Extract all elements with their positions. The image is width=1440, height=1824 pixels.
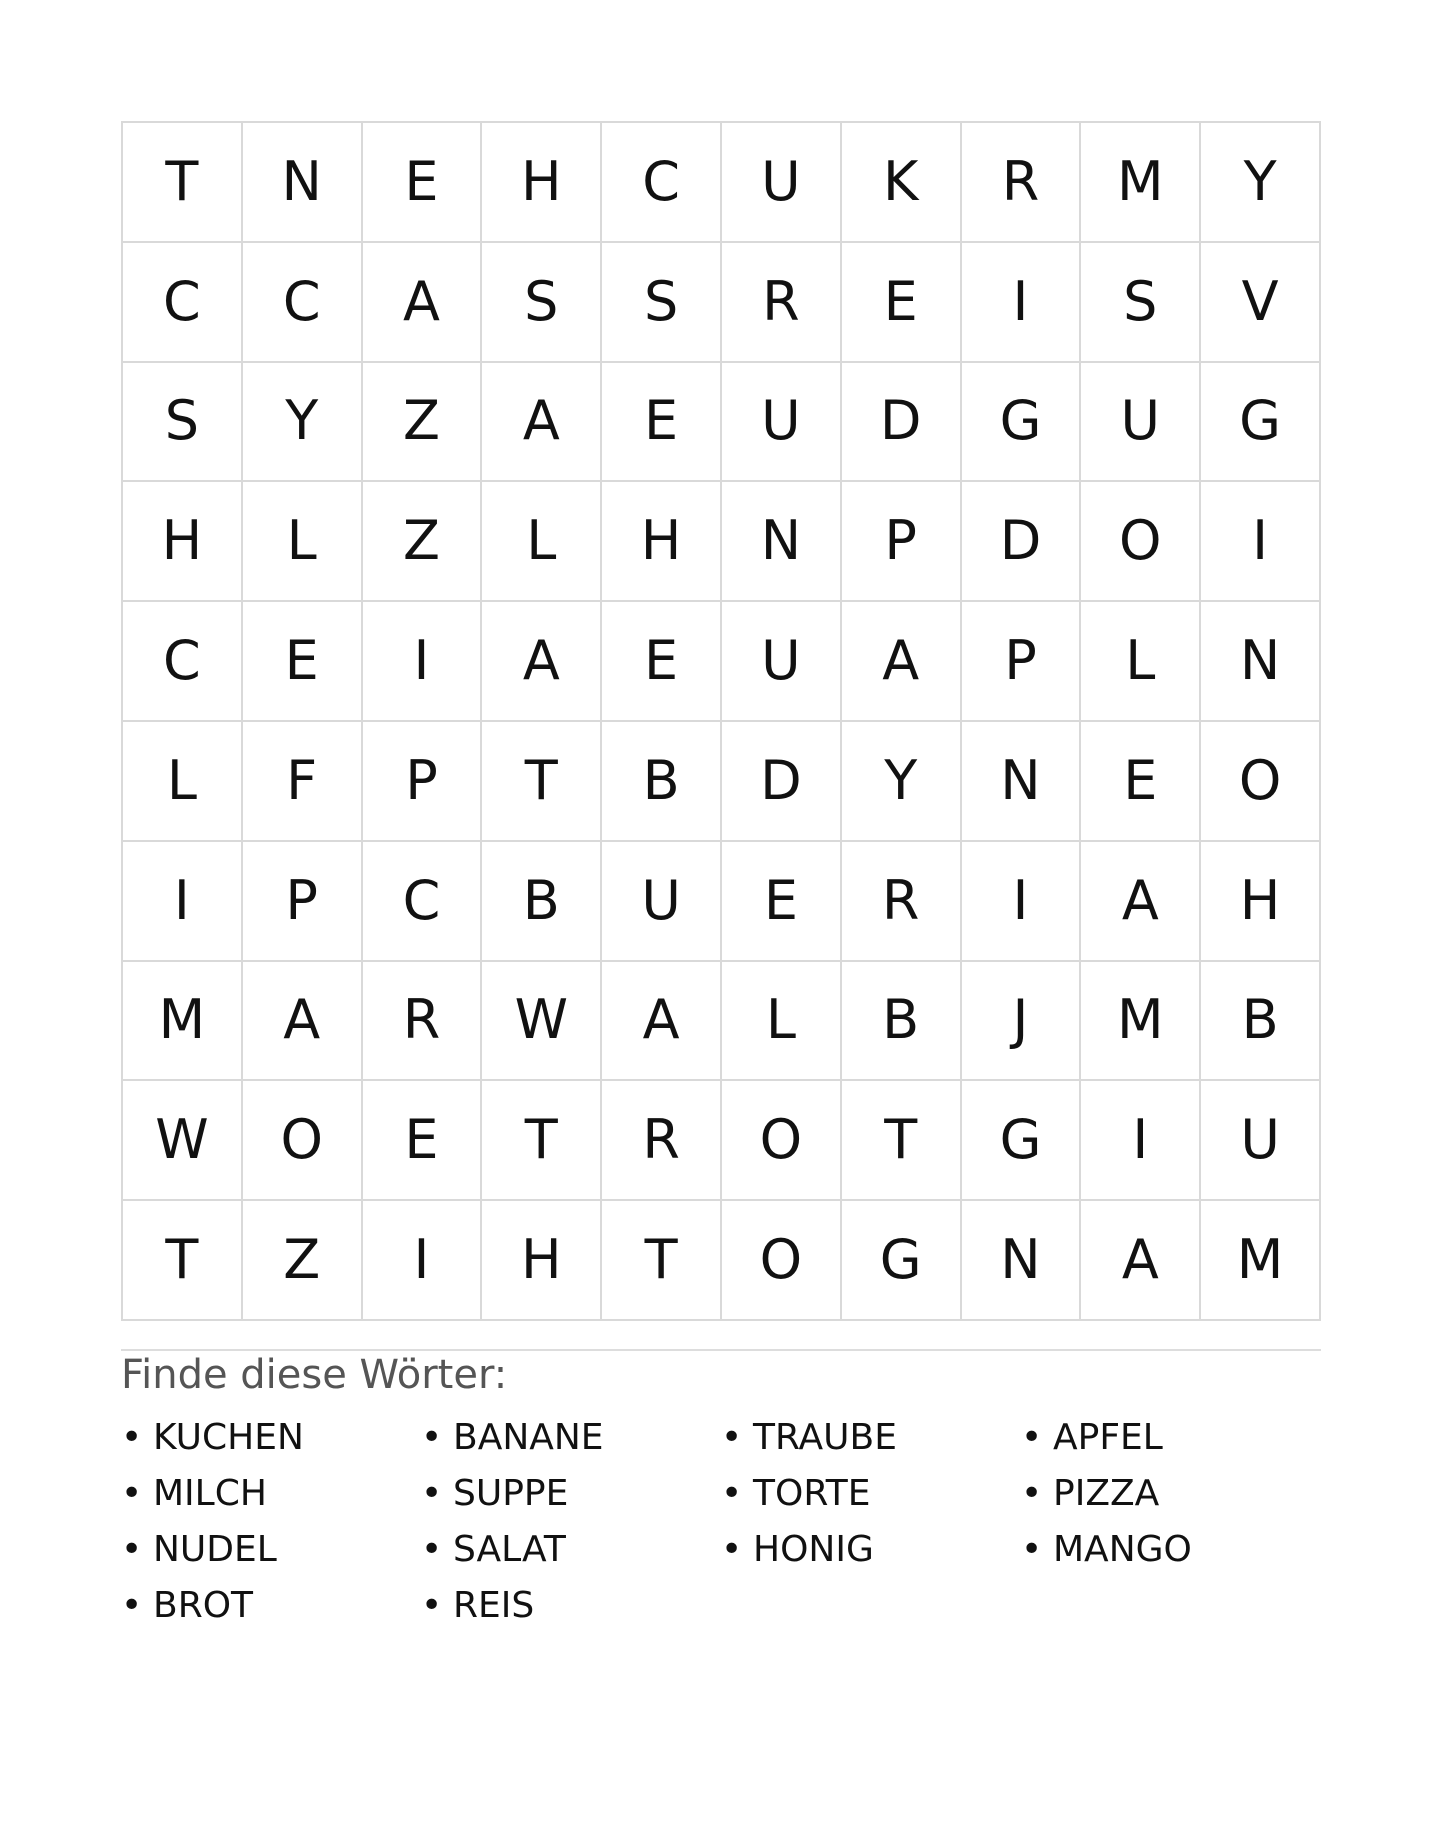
grid-cell[interactable]: A bbox=[482, 363, 602, 483]
grid-cell[interactable]: U bbox=[602, 842, 722, 962]
grid-cell[interactable]: R bbox=[722, 243, 842, 363]
grid-cell[interactable]: G bbox=[1201, 363, 1321, 483]
grid-cell[interactable]: D bbox=[722, 722, 842, 842]
bullet-icon: • bbox=[721, 1529, 743, 1570]
grid-cell[interactable]: W bbox=[123, 1081, 243, 1201]
grid-cell[interactable]: H bbox=[602, 482, 722, 602]
grid-cell[interactable]: G bbox=[962, 363, 1082, 483]
grid-cell[interactable]: C bbox=[363, 842, 483, 962]
bullet-icon: • bbox=[421, 1529, 443, 1570]
grid-cell[interactable]: U bbox=[722, 363, 842, 483]
grid-cell[interactable]: B bbox=[1201, 962, 1321, 1082]
grid-cell[interactable]: U bbox=[722, 123, 842, 243]
word-label: REIS bbox=[453, 1585, 535, 1626]
word-label: PIZZA bbox=[1053, 1473, 1160, 1514]
grid-cell[interactable]: O bbox=[1081, 482, 1201, 602]
grid-cell[interactable]: A bbox=[1081, 1201, 1201, 1321]
bullet-icon: • bbox=[421, 1585, 443, 1626]
grid-cell[interactable]: H bbox=[123, 482, 243, 602]
word-label: APFEL bbox=[1053, 1417, 1163, 1458]
word-list-item bbox=[721, 1522, 1021, 1578]
word-label: MILCH bbox=[153, 1473, 267, 1514]
bullet-icon: • bbox=[121, 1585, 143, 1626]
grid-cell[interactable]: S bbox=[602, 243, 722, 363]
grid-cell[interactable]: U bbox=[1081, 363, 1201, 483]
grid-cell[interactable]: L bbox=[1081, 602, 1201, 722]
grid-cell[interactable]: Z bbox=[363, 363, 483, 483]
grid-cell[interactable]: R bbox=[962, 123, 1082, 243]
grid-cell[interactable]: M bbox=[1081, 123, 1201, 243]
word-list-item bbox=[1021, 1522, 1321, 1578]
grid-cell[interactable]: U bbox=[722, 602, 842, 722]
grid-cell[interactable]: F bbox=[243, 722, 363, 842]
word-list-item bbox=[121, 1410, 421, 1466]
word-list-item bbox=[421, 1522, 721, 1578]
grid-cell[interactable]: R bbox=[842, 842, 962, 962]
grid-cell[interactable]: W bbox=[482, 962, 602, 1082]
grid-cell[interactable]: D bbox=[842, 363, 962, 483]
grid-cell[interactable]: E bbox=[363, 123, 483, 243]
word-list bbox=[121, 1410, 1321, 1634]
grid-cell[interactable]: I bbox=[363, 602, 483, 722]
grid-cell[interactable]: S bbox=[1081, 243, 1201, 363]
word-list-item bbox=[721, 1466, 1021, 1522]
bullet-icon: • bbox=[1021, 1529, 1043, 1570]
bullet-icon: • bbox=[121, 1417, 143, 1458]
grid-cell[interactable]: N bbox=[962, 722, 1082, 842]
word-search-grid bbox=[121, 121, 1321, 1321]
grid-cell[interactable]: P bbox=[243, 842, 363, 962]
grid-cell[interactable]: E bbox=[602, 602, 722, 722]
bullet-icon: • bbox=[121, 1473, 143, 1514]
word-label: SUPPE bbox=[453, 1473, 569, 1514]
grid-cell[interactable]: S bbox=[482, 243, 602, 363]
grid-cell[interactable]: T bbox=[482, 722, 602, 842]
grid-cell[interactable]: O bbox=[1201, 722, 1321, 842]
grid-cell[interactable]: A bbox=[602, 962, 722, 1082]
grid-cell[interactable]: C bbox=[123, 602, 243, 722]
grid-cell[interactable]: L bbox=[243, 482, 363, 602]
grid-cell[interactable]: Y bbox=[1201, 123, 1321, 243]
word-list-item bbox=[1021, 1410, 1321, 1466]
grid-cell[interactable]: C bbox=[123, 243, 243, 363]
grid-cell[interactable]: R bbox=[363, 962, 483, 1082]
words-heading: Finde diese Wörter: bbox=[121, 1352, 508, 1398]
grid-cell[interactable]: B bbox=[482, 842, 602, 962]
bullet-icon: • bbox=[421, 1417, 443, 1458]
grid-cell[interactable]: N bbox=[243, 123, 363, 243]
grid-cell[interactable]: H bbox=[1201, 842, 1321, 962]
grid-cell[interactable]: Y bbox=[842, 722, 962, 842]
grid-cell[interactable]: J bbox=[962, 962, 1082, 1082]
grid-cell[interactable]: A bbox=[243, 962, 363, 1082]
grid-cell[interactable]: L bbox=[123, 722, 243, 842]
grid-cell[interactable]: R bbox=[602, 1081, 722, 1201]
grid-cell[interactable]: E bbox=[1081, 722, 1201, 842]
grid-cell[interactable]: I bbox=[962, 243, 1082, 363]
grid-cell[interactable]: Z bbox=[363, 482, 483, 602]
grid-cell[interactable]: V bbox=[1201, 243, 1321, 363]
bullet-icon: • bbox=[1021, 1417, 1043, 1458]
grid-cell[interactable]: P bbox=[363, 722, 483, 842]
grid-cell[interactable]: T bbox=[123, 123, 243, 243]
grid-cell[interactable]: S bbox=[123, 363, 243, 483]
grid-cell[interactable]: I bbox=[123, 842, 243, 962]
bullet-icon: • bbox=[121, 1529, 143, 1570]
grid-cell[interactable]: N bbox=[722, 482, 842, 602]
word-list-item bbox=[421, 1466, 721, 1522]
word-list-item bbox=[121, 1522, 421, 1578]
word-list-item bbox=[121, 1466, 421, 1522]
grid-cell[interactable]: N bbox=[1201, 602, 1321, 722]
grid-cell[interactable]: O bbox=[722, 1081, 842, 1201]
word-list-item bbox=[421, 1578, 721, 1634]
grid-cell[interactable]: M bbox=[1201, 1201, 1321, 1321]
grid-cell[interactable]: A bbox=[1081, 842, 1201, 962]
word-label: KUCHEN bbox=[153, 1417, 304, 1458]
grid-cell[interactable]: H bbox=[482, 123, 602, 243]
word-list-item bbox=[1021, 1466, 1321, 1522]
grid-cell[interactable]: Y bbox=[243, 363, 363, 483]
grid-cell[interactable]: G bbox=[842, 1201, 962, 1321]
word-label: BROT bbox=[153, 1585, 254, 1626]
grid-cell[interactable]: L bbox=[482, 482, 602, 602]
grid-cell[interactable]: G bbox=[962, 1081, 1082, 1201]
grid-cell[interactable]: D bbox=[962, 482, 1082, 602]
grid-cell[interactable]: I bbox=[962, 842, 1082, 962]
grid-cell[interactable]: M bbox=[1081, 962, 1201, 1082]
grid-cell[interactable]: E bbox=[842, 243, 962, 363]
grid-cell[interactable]: P bbox=[842, 482, 962, 602]
grid-cell[interactable]: I bbox=[363, 1201, 483, 1321]
bullet-icon: • bbox=[1021, 1473, 1043, 1514]
grid-cell[interactable]: B bbox=[842, 962, 962, 1082]
grid-cell[interactable]: A bbox=[482, 602, 602, 722]
grid-cell[interactable]: B bbox=[602, 722, 722, 842]
word-list-item bbox=[721, 1410, 1021, 1466]
grid-cell[interactable]: K bbox=[842, 123, 962, 243]
word-label: TRAUBE bbox=[753, 1417, 897, 1458]
bullet-icon: • bbox=[421, 1473, 443, 1514]
grid-cell[interactable]: A bbox=[842, 602, 962, 722]
word-label: MANGO bbox=[1053, 1529, 1192, 1570]
grid-cell[interactable]: I bbox=[1201, 482, 1321, 602]
grid-cell[interactable]: T bbox=[482, 1081, 602, 1201]
word-label: SALAT bbox=[453, 1529, 566, 1570]
grid-cell[interactable]: L bbox=[722, 962, 842, 1082]
word-list-item bbox=[421, 1410, 721, 1466]
word-label: NUDEL bbox=[153, 1529, 277, 1570]
grid-cell[interactable]: E bbox=[363, 1081, 483, 1201]
grid-cell[interactable]: C bbox=[602, 123, 722, 243]
grid-cell[interactable]: U bbox=[1201, 1081, 1321, 1201]
grid-cell[interactable]: T bbox=[842, 1081, 962, 1201]
grid-cell[interactable]: M bbox=[123, 962, 243, 1082]
bullet-icon: • bbox=[721, 1417, 743, 1458]
grid-cell[interactable]: P bbox=[962, 602, 1082, 722]
grid-cell[interactable]: E bbox=[722, 842, 842, 962]
grid-cell[interactable]: N bbox=[962, 1201, 1082, 1321]
grid-cell[interactable]: O bbox=[243, 1081, 363, 1201]
grid-cell[interactable]: E bbox=[243, 602, 363, 722]
grid-cell[interactable]: I bbox=[1081, 1081, 1201, 1201]
word-label: BANANE bbox=[453, 1417, 604, 1458]
bullet-icon: • bbox=[721, 1473, 743, 1514]
grid-cell[interactable]: T bbox=[123, 1201, 243, 1321]
grid-cell[interactable]: Z bbox=[243, 1201, 363, 1321]
grid-cell[interactable]: A bbox=[363, 243, 483, 363]
word-label: TORTE bbox=[753, 1473, 871, 1514]
grid-cell[interactable]: O bbox=[722, 1201, 842, 1321]
grid-cell[interactable]: T bbox=[602, 1201, 722, 1321]
word-list-item bbox=[121, 1578, 421, 1634]
grid-cell[interactable]: H bbox=[482, 1201, 602, 1321]
grid-cell[interactable]: E bbox=[602, 363, 722, 483]
grid-cell[interactable]: C bbox=[243, 243, 363, 363]
word-label: HONIG bbox=[753, 1529, 874, 1570]
